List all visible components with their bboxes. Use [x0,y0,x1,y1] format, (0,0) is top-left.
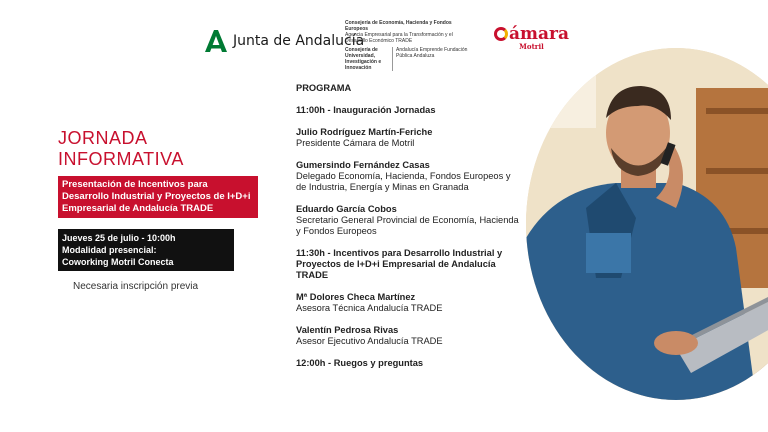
program-item-role: Asesor Ejecutivo Andalucía TRADE [296,336,443,346]
event-mode: Modalidad presencial: [62,245,157,255]
program-item [296,160,521,193]
consejeria-foundation: Andalucía Emprende Fundación Pública Andaluza [396,47,468,59]
junta-name: Junta de Andalucía [233,33,365,49]
consejeria-agency: Agencia Empresarial para la Transformación y el Desarrollo Económico TRADE [345,32,453,44]
camara-c-icon [494,27,508,41]
program-item-name: Valentín Pedrosa Rivas [296,325,399,335]
program-heading: PROGRAMA [296,83,352,93]
event-info [58,128,273,292]
consejeria-univ: Consejería de Universidad, Investigación e Innovación [345,47,393,71]
program-item [296,127,521,149]
junta-a-icon [203,28,229,54]
program-item-name: 11:30h - Incentivos para Desarrollo Industrial y Proyectos de I+D+i Empresarial de Andalucía TRADE [296,248,503,280]
event-venue: Coworking Motril Conecta [62,257,174,267]
worker-illustration [526,48,768,400]
program-item-role: Asesora Técnica Andalucía TRADE [296,303,443,313]
program-item-name: Mª Dolores Checa Martínez [296,292,416,302]
program-item [296,204,521,237]
program-item [296,325,521,347]
junta-logo [203,28,364,54]
program-item-role: Secretario General Provincial de Economía, Hacienda y Fondos Europeos [296,215,519,236]
consejeria-block [345,20,475,71]
consejeria-title: Consejería de Economía, Hacienda y Fondos Europeos [345,20,452,32]
registration-note: Necesaria inscripción previa [73,281,199,292]
program-item-name: Julio Rodríguez Martín-Feriche [296,127,433,137]
event-subtitle: Presentación de Incentivos para Desarrollo Industrial y Proyectos de I+D+i Empresarial de Andalucía TRADE [58,176,258,218]
event-title: JORNADA INFORMATIVA [58,128,184,169]
program-item-name: 11:00h - Inauguración Jornadas [296,105,436,115]
camara-logo [494,24,569,51]
camara-city: Motril [519,42,544,51]
program-item [296,292,521,314]
program-item-role: Presidente Cámara de Motril [296,138,415,148]
program-item-name: 12:00h - Ruegos y preguntas [296,358,424,368]
program [296,83,521,380]
worker-photo [526,48,768,400]
program-item [296,358,521,369]
program-item-name: Gumersindo Fernández Casas [296,160,430,170]
camara-name: ámara [509,24,569,44]
program-item [296,105,521,116]
program-item-name: Eduardo García Cobos [296,204,397,214]
event-date: Jueves 25 de julio - 10:00h [62,233,176,243]
event-details [58,229,234,271]
program-item [296,248,521,281]
program-item-role: Delegado Economía, Hacienda, Fondos Europeos y de Industria, Energía y Minas en Granada [296,171,511,192]
